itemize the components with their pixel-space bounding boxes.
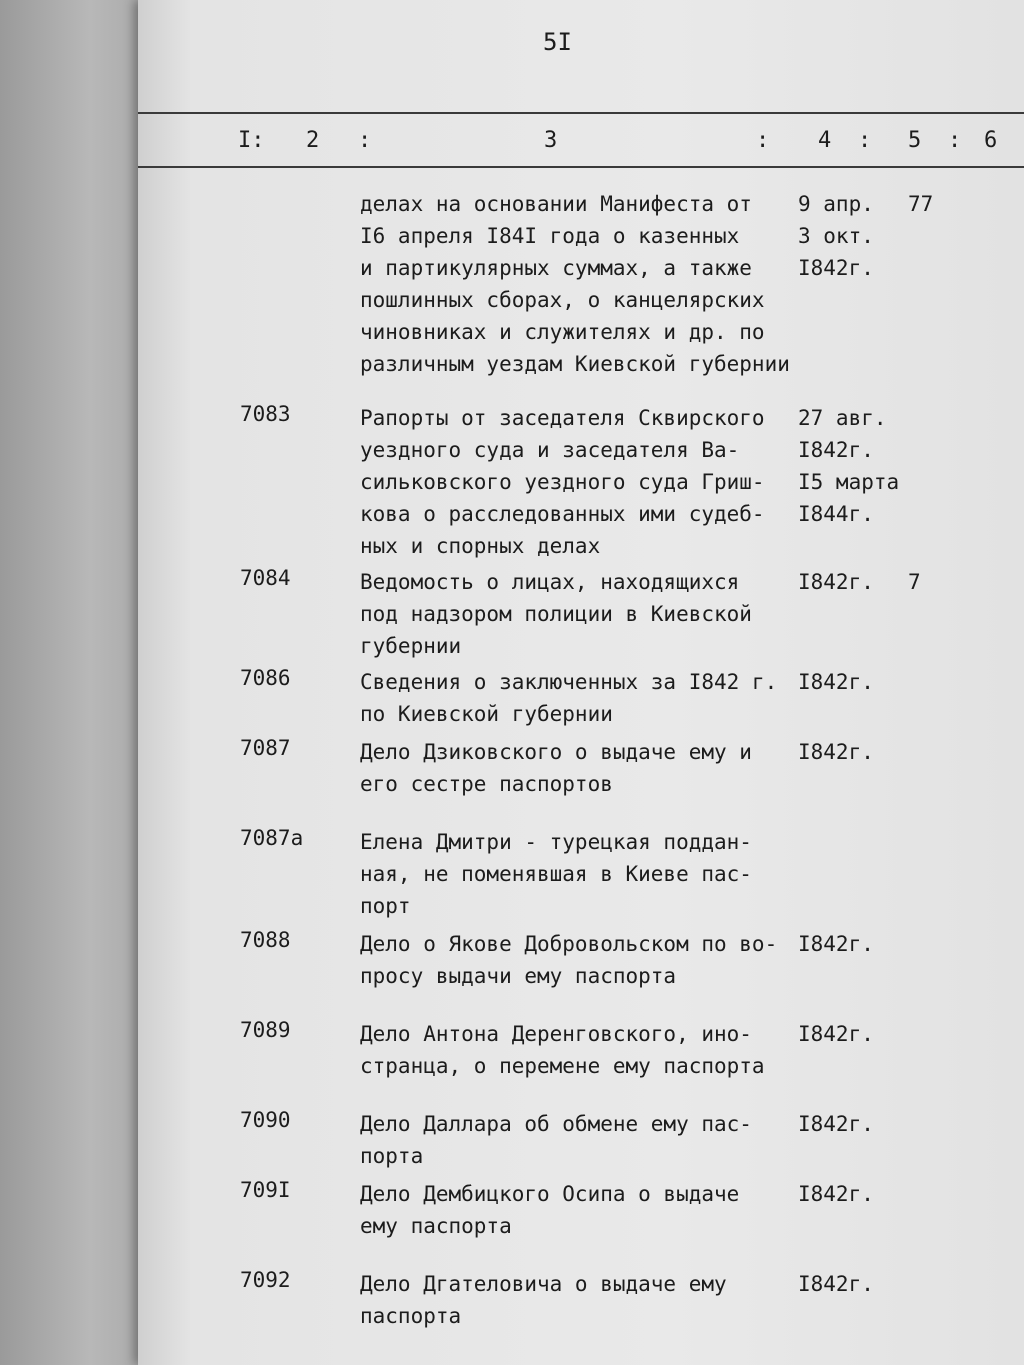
entry-sheet-count	[908, 1268, 968, 1300]
entry-description	[360, 1268, 810, 1332]
entry-description	[360, 566, 810, 662]
sheet-count-value	[908, 928, 968, 960]
description-line: порт	[360, 894, 411, 918]
date-line: I842г.	[798, 670, 874, 694]
entry-number: 7092	[240, 1268, 291, 1292]
entry-sheet-count	[908, 1108, 968, 1140]
description-line: Дело о Якове Добровольском по во-	[360, 932, 778, 956]
previous-page-edge	[0, 0, 150, 1365]
entry-sheet-count	[908, 666, 968, 698]
entry-sheet-count	[908, 1178, 968, 1210]
column-header-5: 5	[908, 128, 922, 153]
description-line: и партикулярных суммах, а также	[360, 256, 752, 280]
description-line: Дело Дзиковского о выдаче ему и	[360, 740, 752, 764]
description-line: различным уездам Киевской губернии	[360, 352, 790, 376]
description-line: под надзором полиции в Киевской	[360, 602, 752, 626]
entry-number: 7087а	[240, 826, 304, 850]
header-top-rule	[138, 112, 1024, 114]
description-line: ему паспорта	[360, 1214, 512, 1238]
description-line: Дело Даллара об обмене ему пас-	[360, 1112, 752, 1136]
column-header-3: 3	[544, 128, 558, 153]
date-line: I842г.	[798, 570, 874, 594]
entry-number: 7090	[240, 1108, 291, 1132]
description-line: Рапорты от заседателя Сквирского	[360, 406, 765, 430]
description-line: чиновниках и служителях и др. по	[360, 320, 765, 344]
description-line: Ведомость о лицах, находящихся	[360, 570, 740, 594]
date-line: 3 окт.	[798, 224, 874, 248]
sheet-count-value	[908, 666, 968, 698]
sheet-count-value	[908, 1178, 968, 1210]
column-header-1: I:	[238, 128, 265, 153]
description-line: Дело Антона Деренговского, ино-	[360, 1022, 752, 1046]
description-line: его сестре паспортов	[360, 772, 613, 796]
entry-number: 7088	[240, 928, 291, 952]
description-line: паспорта	[360, 1304, 462, 1328]
description-line: делах на основании Манифеста от	[360, 192, 752, 216]
column-header-4: 4	[818, 128, 832, 153]
column-header-2: 2	[306, 128, 320, 153]
sheet-count-value	[908, 736, 968, 768]
date-line: I844г.	[798, 502, 874, 526]
description-line: Елена Дмитри - турецкая поддан-	[360, 830, 752, 854]
description-line: порта	[360, 1144, 424, 1168]
description-line: ная, не поменявшая в Киеве пас-	[360, 862, 752, 886]
date-line: I842г.	[798, 1022, 874, 1046]
description-line: по Киевской губернии	[360, 702, 613, 726]
entry-description	[360, 666, 810, 730]
entry-description	[360, 188, 810, 380]
entry-number: 7089	[240, 1018, 291, 1042]
page-number: 5I	[543, 28, 572, 56]
date-line: I842г.	[798, 438, 874, 462]
date-line: I5 марта	[798, 470, 900, 494]
entry-description	[360, 736, 810, 800]
entry-sheet-count	[908, 566, 968, 598]
sheet-count-value	[908, 1268, 968, 1300]
entry-sheet-count	[908, 928, 968, 960]
description-line: сильковского уездного суда Гриш-	[360, 470, 765, 494]
entry-sheet-count	[908, 402, 968, 434]
header-bottom-rule	[138, 166, 1024, 168]
entry-sheet-count	[908, 1018, 968, 1050]
description-line: Сведения о заключенных за I842 г.	[360, 670, 778, 694]
date-line: I842г.	[798, 256, 874, 280]
column-header-6: 6	[984, 128, 998, 153]
date-line: I842г.	[798, 1272, 874, 1296]
date-line: I842г.	[798, 740, 874, 764]
entry-description	[360, 928, 810, 992]
description-line: Дело Дембицкого Осипа о выдаче	[360, 1182, 740, 1206]
description-line: ных и спорных делах	[360, 534, 601, 558]
sheet-count-value	[908, 826, 968, 858]
description-line: Дело Дгателовича о выдаче ему	[360, 1272, 727, 1296]
entry-description	[360, 402, 810, 562]
description-line: губернии	[360, 634, 462, 658]
sheet-count-value: 7	[908, 570, 921, 594]
entry-number: 7084	[240, 566, 291, 590]
date-line: I842г.	[798, 1182, 874, 1206]
entry-number: 7087	[240, 736, 291, 760]
date-line: 9 апр.	[798, 192, 874, 216]
column-separator: :	[948, 128, 962, 153]
entry-sheet-count	[908, 736, 968, 768]
description-line: странца, о перемене ему паспорта	[360, 1054, 765, 1078]
entry-number: 709I	[240, 1178, 291, 1202]
sheet-count-value	[908, 402, 968, 434]
date-line: I842г.	[798, 932, 874, 956]
description-line: пошлинных сборах, о канцелярских	[360, 288, 765, 312]
sheet-count-value	[908, 1108, 968, 1140]
description-line: просу выдачи ему паспорта	[360, 964, 677, 988]
column-separator: :	[858, 128, 872, 153]
column-separator: :	[358, 128, 372, 153]
date-line: I842г.	[798, 1112, 874, 1136]
entry-sheet-count	[908, 826, 968, 858]
description-line: кова о расследованных ими судеб-	[360, 502, 765, 526]
column-separator: :	[756, 128, 770, 153]
entry-description	[360, 1178, 810, 1242]
description-line: уездного суда и заседателя Ва-	[360, 438, 740, 462]
date-line: 27 авг.	[798, 406, 887, 430]
entry-description	[360, 1108, 810, 1172]
entry-sheet-count	[908, 188, 968, 220]
entry-number: 7083	[240, 402, 291, 426]
sheet-count-value: 77	[908, 192, 934, 216]
entry-number: 7086	[240, 666, 291, 690]
entry-description	[360, 1018, 810, 1082]
entry-description	[360, 826, 810, 922]
sheet-count-value	[908, 1018, 968, 1050]
description-line: I6 апреля I84I года о казенных	[360, 224, 740, 248]
document-page	[138, 0, 1024, 1365]
